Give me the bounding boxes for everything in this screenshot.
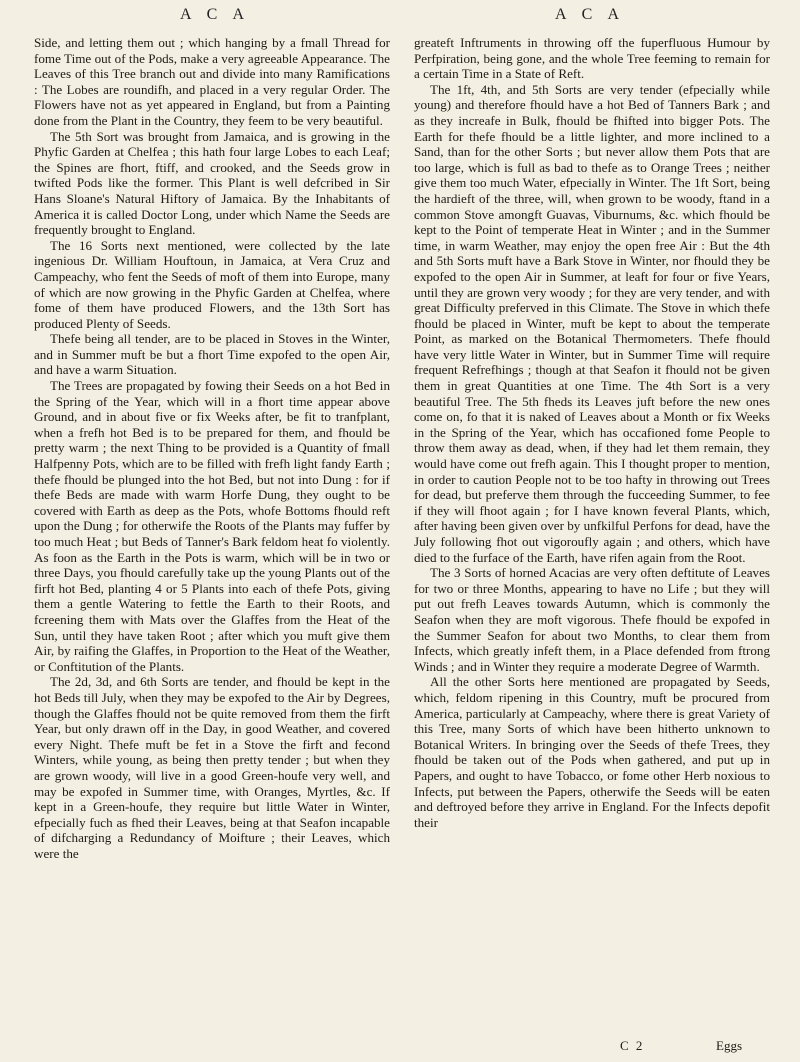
left-column (34, 35, 390, 861)
running-head-right: A C A (554, 6, 625, 23)
paragraph: The 16 Sorts next mentioned, were collected by the late ingenious Dr. William Houftoun, in Jamaica, at Vera Cruz and Campeachy, who fent the Seeds of moft of them into Europe, many of which are now growing in the Phyfic Garden at Chelfea, where fome of them have produced Flowers, and the 13th Sort has produced Plenty of Seeds. (34, 237, 390, 331)
paragraph: The 3 Sorts of horned Acacias are very often deftitute of Leaves for two or three Months, appearing to have no Life ; but they will put out frefh Leaves towards Autumn, which is commonly the Seafon when they are moft vigorous. Thefe fhould be expofed in the Summer Seafon for about two Months, to clear them from Infects, which greatly infeft them, in a Place defended from ftrong Winds ; and in Winter they require a moderate Degree of Warmth. (414, 565, 770, 674)
paragraph: The 2d, 3d, and 6th Sorts are tender, and fhould be kept in the hot Beds till July, when they may be expofed to the Air by Degrees, though the Glaffes fhould not be quite removed from them the firft Year, but only drawn off in the Day, in good Weather, and covered every Night. Thefe muft be fet in a Stove the firft and fecond Winters, while young, as being then pretty tender ; but when they are grown woody, will live in a good Green-houfe very well, and may be expofed in Summer time, with Oranges, Myrtles, &c. If kept in a Green-houfe, they require but little Water in Winter, efpecially fuch as fhed their Leaves, being at that Seafon incapable of difcharging a Redundancy of Moifture ; their Leaves, which were the (34, 674, 390, 861)
paragraph: All the other Sorts here mentioned are propagated by Seeds, which, feldom ripening in this Country, muft be procured from America, particularly at Campeachy, where there is great Variety of this Tree, many Sorts of which have been hitherto unknown to Botanical Writers. In bringing over the Seeds of thefe Trees, they fhould be taken out of the Pods when gathered, and put up in Papers, and ought to have Tobacco, or fome other Herb noxious to Infects, put between the Papers, otherwife the Seeds will be eaten and deftroyed before they arrive in England. For the Infects depofit their (414, 674, 770, 830)
paragraph: greateft Inftruments in throwing off the fuperfluous Humour by Perfpiration, being gone, and the whole Tree feeming to remain for a certain Time in a State of Reft. (414, 35, 770, 82)
paragraph: The 5th Sort was brought from Jamaica, and is growing in the Phyfic Garden at Chelfea ; this hath four large Lobes to each Leaf; the Spines are fhort, ftiff, and crooked, and the Seeds grow in twifted Pods like the former. This Plant is well defcribed in Sir Hans Sloane's Natural Hiftory of Jamaica. By the Inhabitants of America it is called Doctor Long, under which Name the Seeds are frequently brought to England. (34, 128, 390, 238)
catchword: Eggs (716, 1038, 742, 1053)
paragraph: Side, and letting them out ; which hanging by a fmall Thread for fome Time out of the Pods, make a very agreeable Appearance. The Leaves of this Tree branch out and divide into many Ramifications : The Lobes are roundifh, and placed in a very regular Order. The Flowers have not as yet appeared in England, but from a Painting done from the Plant in the Country, they feem to be very beautiful. (34, 35, 390, 128)
right-column (414, 35, 770, 830)
paragraph: Thefe being all tender, are to be placed in Stoves in the Winter, and in Summer muft be but a fhort Time expofed to the open Air, and have a warm Situation. (34, 331, 390, 378)
signature-mark: C 2 (620, 1038, 645, 1053)
paragraph: The 1ft, 4th, and 5th Sorts are very tender (efpecially while young) and therefore fhould have a hot Bed of Tanners Bark ; and as they increafe in Bulk, fhould be fhifted into bigger Pots. The Earth for thefe fhould be a little lighter, and more inclined to a Sand, than for the other Sorts ; but never allow them Pots that are too large, which is full as bad to thefe as to Orange Trees ; neither give them too much Water, efpecially in Winter. The 1ft Sort, being the hardieft of the three, will, when grown to be woody, ftand in a common Stove amongft Guavas, Viburnums, &c. which fhould be kept to the Point of temperate Heat in Winter ; and in the Summer time, in warm Weather, may enjoy the open free Air : But the 4th and 5th Sorts muft have a Bark Stove in Winter, nor fhould they be expofed to the open Air in Summer, at leaft for four or five Years, until they are grown very woody ; for they are very tender, and with great Difficulty preferved in this Climate. The Stove in which thefe fhould be placed in Winter, muft be kept to about the temperate Point, as marked on the Botanical Thermometers. Thefe fhould have very little Water in Winter, but in Summer Time will require frequent Refrefhings ; though at that Seafon it fhould not be given them in great Quantities at one Time. The 4th Sort is a very beautiful Tree. The 5th fheds its Leaves juft before the new ones come on, fo that it is naked of Leaves about a Month or fix Weeks in the Spring of the Year, which has occafioned fome People to throw them away as dead, when, if they had let them remain, they would have come out frefh again. This I thought proper to mention, in order to caution People not to be too hafty in throwing out Trees for dead, but preferve them through the fucceeding Summer, to fee if they will fhoot again ; for I have known feveral Plants, which, after having been given over by unfkilful Perfons for dead, have the July following fhot out vigoroufly again ; and others, which have died to the furface of the Earth, have rifen again from the Root. (414, 81, 770, 565)
running-head-left: A C A (179, 6, 250, 23)
paragraph: The Trees are propagated by fowing their Seeds on a hot Bed in the Spring of the Year, which will in a fhort time appear above Ground, and in about five or fix Weeks after, be fit to tranfplant, when a frefh hot Bed is to be prepared for them, and fhould be pretty warm ; the next Thing to be provided is a Quantity of fmall Halfpenny Pots, which are to be filled with frefh light fandy Earth ; thefe fhould be plunged into the hot Bed, but not into Dung : for if thefe Beds are made with warm Horfe Dung, they ought to be covered with Earth as deep as the Pots, whofe Bottoms fhould reft upon the Dung ; for otherwife the Roots of the Plants may fuffer by too much Heat ; but Beds of Tanner's Bark feldom heat fo violently. As foon as the Earth in the Pots is warm, which will be in two or three Days, you fhould carefully take up the young Plants out of the firft hot Bed, planting 4 or 5 Plants into each of thefe Pots, giving them a gentle Watering to fettle the Earth to their Roots, and fcreening them with Mats over the Glaffes from the Heat of the Sun, until they have taken Root ; after which you muft give them Air, by raifing the Glaffes, in Proportion to the Heat of the Weather, or Conftitution of the Plants. (34, 378, 390, 674)
